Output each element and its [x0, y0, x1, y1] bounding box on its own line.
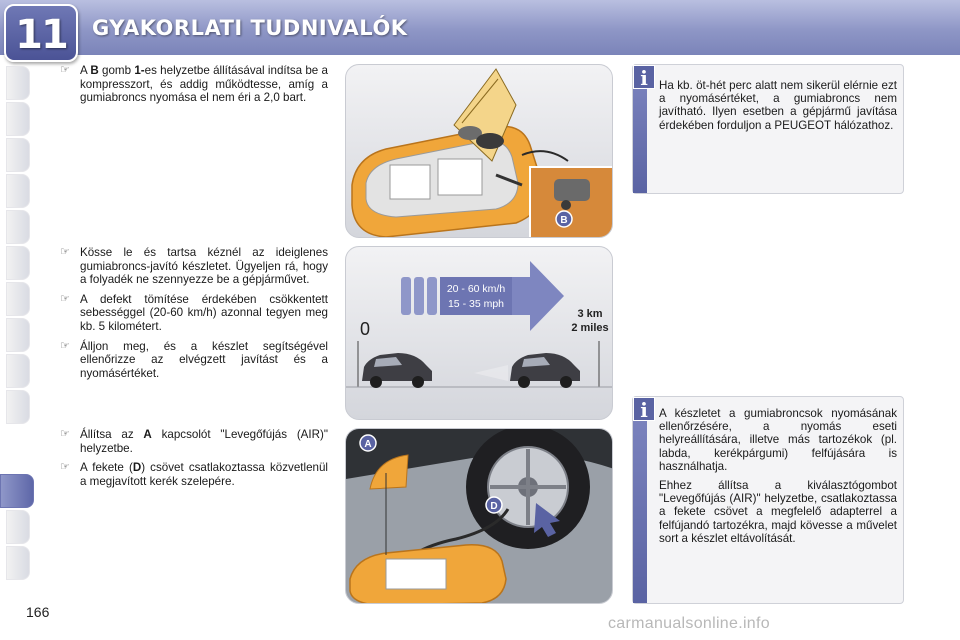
instruction-bullet — [58, 246, 328, 287]
chapter-side-tabs — [0, 66, 34, 576]
side-tab[interactable] — [6, 546, 30, 580]
info-icon: i — [633, 397, 655, 421]
side-tab[interactable] — [6, 210, 30, 244]
distance-miles: 2 miles — [571, 322, 609, 334]
side-tab[interactable] — [6, 318, 30, 352]
speed-distance-diagram — [346, 247, 613, 420]
compressor-illustration — [346, 65, 613, 238]
distance-km: 3 km — [577, 308, 603, 320]
page-number: 166 — [26, 604, 50, 620]
text-section-3 — [58, 428, 328, 494]
bullet-hand-icon: ☞ — [60, 461, 70, 474]
bullet-hand-icon: ☞ — [60, 292, 70, 305]
side-tab[interactable] — [6, 174, 30, 208]
side-tab[interactable] — [6, 354, 30, 388]
watermark: carmanualsonline.info — [608, 615, 770, 632]
side-tab[interactable] — [6, 510, 30, 544]
key-label: 1- — [134, 64, 145, 77]
instruction-bullet — [58, 428, 328, 455]
bullet-hand-icon: ☞ — [60, 339, 70, 352]
label-b: B — [560, 215, 568, 226]
start-distance: 0 — [360, 319, 371, 339]
key-label: B — [90, 64, 99, 77]
info-paragraph: Ha kb. öt-hét perc alatt nem sikerül elérnie ezt a nyomásértéket, a gumiabroncs nem javítható. Ilyen esetben a gépjármű javítása érdekében forduljon a PEUGEOT hálózathoz. — [659, 79, 897, 132]
speed-mph: 15 - 35 mph — [447, 298, 505, 310]
info-box-pressure — [632, 64, 904, 194]
text-run: es helyzetbe állításával indítsa be a kompresszort, és addig működtesse, amíg a gumiabroncs nyomása el nem éri a 2,0 bart. — [80, 64, 328, 105]
text-section-1 — [58, 64, 328, 111]
bullet-hand-icon: ☞ — [60, 64, 70, 76]
side-tab[interactable] — [6, 246, 30, 280]
info-strip — [633, 397, 647, 603]
text-section-2 — [58, 246, 328, 386]
text-run: gomb — [98, 64, 135, 77]
text-run: ) csövet csatlakoztassa közvetlenül a megjavított kerék szelepére. — [80, 461, 328, 488]
info-icon: i — [633, 65, 655, 89]
wheel-connection-illustration — [346, 429, 613, 604]
side-tab[interactable] — [6, 66, 30, 100]
info-text — [633, 397, 903, 553]
label-a: A — [364, 439, 372, 450]
instruction-bullet — [58, 64, 328, 105]
bullet-hand-icon: ☞ — [60, 246, 70, 258]
info-text — [633, 65, 903, 140]
side-tab[interactable] — [6, 138, 30, 172]
text-run: Állítsa az — [80, 428, 144, 441]
figure-compressor-gauge — [345, 64, 613, 238]
instruction-bullet — [58, 293, 328, 334]
chapter-number: 11 — [15, 12, 67, 58]
text-run: kapcsolót "Levegőfújás (AIR)" helyzetbe. — [80, 428, 328, 455]
chapter-badge — [4, 4, 78, 62]
info-box-other-uses — [632, 396, 904, 604]
text-run: A defekt tömítése érdekében csökkentett sebességgel (20-60 km/h) azonnal tegyen meg kb. 5 kilométert. — [80, 292, 328, 333]
text-run: Álljon meg, és a készlet segítségével ellenőrizze az elvégzett javítást és a nyomásértéket. — [80, 339, 328, 380]
figure-wheel-connection — [345, 428, 613, 604]
label-d: D — [490, 501, 498, 512]
info-paragraph: A készletet a gumiabroncsok nyomásának ellenőrzésére, a nyomás eseti helyreállítására, illetve más tartozékok (pl. labda, kerékpárgumi) felfújására is használhatja. — [659, 407, 897, 473]
key-label: D — [132, 461, 142, 475]
side-tab-active[interactable] — [0, 474, 34, 508]
side-tab[interactable] — [6, 390, 30, 424]
text-run: A — [80, 64, 91, 77]
side-tab[interactable] — [6, 282, 30, 316]
text-run: A fekete ( — [80, 461, 133, 475]
key-label: A — [143, 428, 152, 441]
figure-speed-distance — [345, 246, 613, 420]
chapter-title: GYAKORLATI TUDNIVALÓK — [92, 16, 408, 40]
instruction-bullet — [58, 340, 328, 381]
side-tab[interactable] — [6, 102, 30, 136]
text-run: Kösse le és tartsa kéznél az ideiglenes gumiabroncs-javító készletet. Ügyeljen rá, hogy a folyadék ne szennyezze be a gépjárművet. — [80, 246, 328, 287]
speed-kmh: 20 - 60 km/h — [446, 283, 506, 295]
instruction-bullet — [58, 461, 328, 488]
info-paragraph: Ehhez állítsa a kiválasztógombot "Levegőfújás (AIR)" helyzetbe, csatlakoztassa a fekete csövet a megfelelő adapterrel a felfújandó tartozékra, majd kövesse a művelet sort a készlet eltávolítását. — [659, 479, 897, 545]
car-start — [362, 353, 432, 388]
bullet-hand-icon: ☞ — [60, 428, 70, 440]
car-end — [510, 353, 580, 388]
